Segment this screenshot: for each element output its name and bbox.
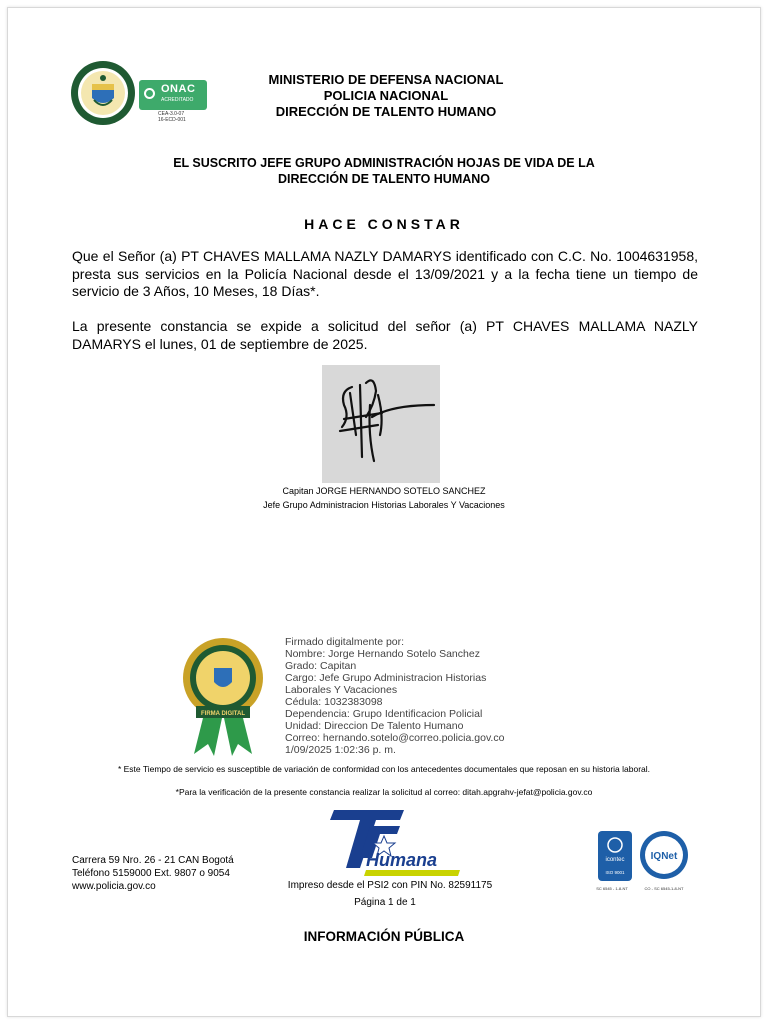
police-title: POLICIA NACIONAL bbox=[323, 88, 449, 103]
address-line-2: Teléfono 5159000 Ext. 9807 o 9054 bbox=[72, 868, 230, 879]
digital-line-1: Firmado digitalmente por: bbox=[285, 636, 405, 648]
verification-note: *Para la verificación de la presente constancia realizar la solicitud al correo: ditah.apgrahv-jefat@policia.gov.co bbox=[175, 787, 593, 797]
address-line-3: www.policia.gov.co bbox=[72, 881, 156, 892]
cert-icontec-label: icontec bbox=[605, 857, 625, 863]
signer-name: Capitan JORGE HERNANDO SOTELO SANCHEZ bbox=[282, 486, 486, 496]
onac-sublabel: ACREDITADO bbox=[161, 97, 194, 103]
cert-iso-label: ISO 9001 bbox=[605, 870, 625, 875]
public-information-label: INFORMACIÓN PÚBLICA bbox=[303, 929, 465, 944]
contact-address bbox=[72, 854, 234, 893]
digital-signature-details bbox=[285, 636, 545, 756]
digital-line-3: Grado: Capitan bbox=[285, 660, 357, 672]
digital-line-6: Cédula: 1032383098 bbox=[285, 696, 383, 708]
hace-constar-heading: HACE CONSTAR bbox=[304, 216, 464, 232]
onac-code-1: CEA-3.0-07 bbox=[158, 111, 185, 117]
page-number: Página 1 de 1 bbox=[354, 897, 416, 908]
body-paragraph-1: Que el Señor (a) PT CHAVES MALLAMA NAZLY DAMARYS identificado con C.C. No. 1004631958, presta sus servicios en la Policía Nacional desde el 13/09/2021 y a la fecha tiene un tiempo de servicio de 3 Años, 10 Meses, 18 Días*. bbox=[72, 248, 698, 299]
badge-label: FIRMA DIGITAL bbox=[201, 711, 245, 717]
digital-line-9: Correo: hernando.sotelo@correo.policia.gov.co bbox=[285, 732, 505, 744]
digital-line-5: Laborales Y Vacaciones bbox=[285, 684, 398, 696]
cert-code-2: CO - SC 6545-1-8-NT bbox=[644, 886, 684, 891]
body-paragraph-2: La presente constancia se expide a solicitud del señor (a) PT CHAVES MALLAMA NAZLY DAMARYS el lunes, 01 de septiembre de 2025. bbox=[72, 318, 698, 352]
certification-logos-icon bbox=[596, 827, 691, 897]
service-time-note: * Este Tiempo de servicio es susceptible de variación de conformidad con los antecedentes documentales que reposan en su historia laboral. bbox=[117, 764, 651, 774]
onac-code bbox=[158, 111, 186, 123]
onac-code-2: 16-ECD-001 bbox=[158, 117, 186, 123]
onac-logo-icon bbox=[144, 88, 155, 99]
issuer-line-1: EL SUSCRITO JEFE GRUPO ADMINISTRACIÓN HOJAS DE VIDA DE LA bbox=[173, 156, 595, 170]
issuer-line-2: DIRECCIÓN DE TALENTO HUMANO bbox=[277, 172, 491, 186]
handwritten-signature-image bbox=[322, 365, 440, 483]
logo-text: Humana bbox=[366, 850, 438, 870]
digital-line-8: Unidad: Direccion De Talento Humano bbox=[285, 720, 464, 732]
cert-iqnet-label: IQNet bbox=[650, 851, 678, 862]
signer-role: Jefe Grupo Administracion Historias Laborales Y Vacaciones bbox=[263, 500, 505, 510]
talento-humana-logo-icon bbox=[320, 806, 466, 878]
digital-signature-badge-icon bbox=[180, 636, 266, 756]
onac-label: ONAC bbox=[161, 83, 196, 95]
ministry-title: MINISTERIO DE DEFENSA NACIONAL bbox=[268, 72, 504, 87]
signer-block bbox=[184, 484, 584, 512]
cert-code-1: SC 6545 - 1-8-NT bbox=[596, 886, 628, 891]
document-header bbox=[186, 72, 586, 120]
direction-title: DIRECCIÓN DE TALENTO HUMANO bbox=[275, 104, 497, 119]
issuer-title bbox=[100, 155, 668, 187]
digital-line-10: 1/09/2025 1:02:36 p. m. bbox=[285, 744, 396, 756]
police-seal-icon bbox=[70, 60, 136, 126]
digital-line-2: Nombre: Jorge Hernando Sotelo Sanchez bbox=[285, 648, 480, 660]
address-line-1: Carrera 59 Nro. 26 - 21 CAN Bogotá bbox=[72, 855, 234, 866]
printed-pin: Impreso desde el PSI2 con PIN No. 82591175 bbox=[287, 880, 493, 891]
digital-line-7: Dependencia: Grupo Identificacion Policial bbox=[285, 708, 483, 720]
digital-line-4: Cargo: Jefe Grupo Administracion Historias bbox=[285, 672, 487, 684]
